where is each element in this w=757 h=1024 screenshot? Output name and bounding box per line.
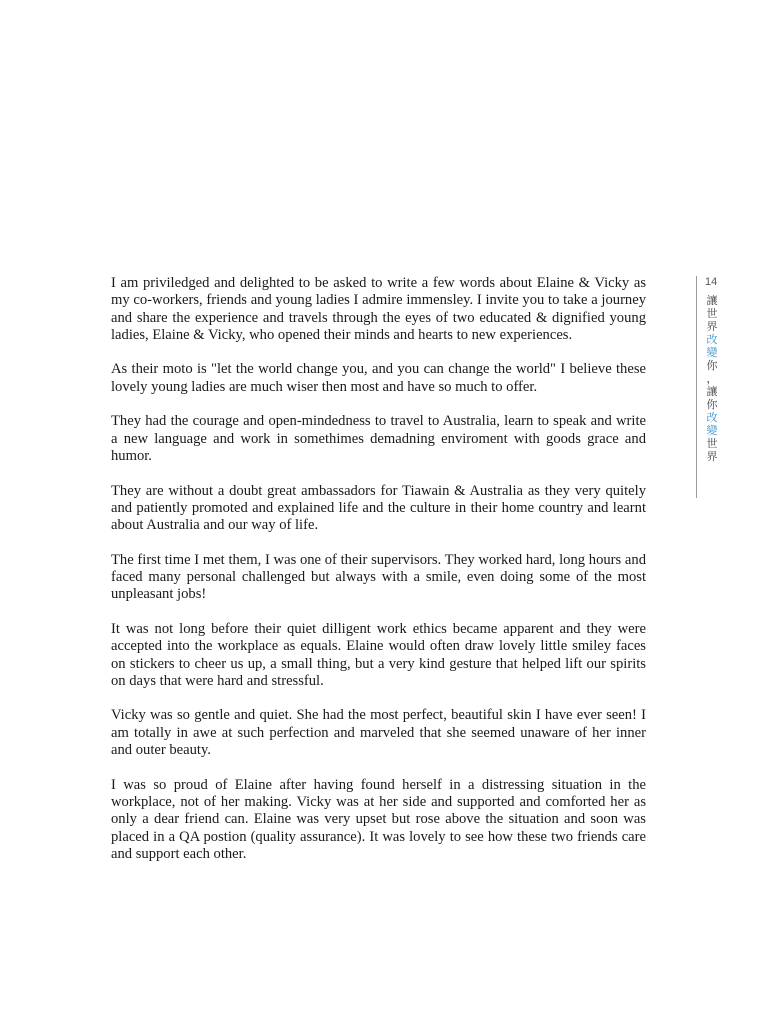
paragraph-4: They are without a doubt great ambassadors for Tiawain & Australia as they very quitely and patiently promoted and explained life and the culture in their home country and learnt about Australia and our way of life. bbox=[111, 482, 646, 534]
title-char: 變 bbox=[706, 346, 718, 359]
side-divider bbox=[696, 276, 697, 498]
title-char: 界 bbox=[706, 320, 718, 333]
title-char: 世 bbox=[706, 437, 718, 450]
paragraph-1: I am priviledged and delighted to be asked to write a few words about Elaine & Vicky as my co-workers, friends and young ladies I admire immensley. I invite you to take a journey and share the experience and travels through the eyes of two educated & dignified young ladies, Elaine & Vicky, who opened their minds and hearts to new experiences. bbox=[111, 275, 646, 343]
paragraph-5: The first time I met them, I was one of their supervisors. They worked hard, long hours and faced many personal challenged but always with a smile, even doing some of the most unpleasant jobs! bbox=[111, 551, 646, 603]
title-char: 世 bbox=[706, 307, 718, 320]
paragraph-7: Vicky was so gentle and quiet. She had the most perfect, beautiful skin I have ever seen! I am totally in awe at such perfection and marveled that she seemed unaware of her inner and outer beauty. bbox=[111, 707, 646, 759]
title-char: 讓 bbox=[706, 294, 718, 307]
page-number: 14 bbox=[705, 276, 718, 288]
vertical-chapter-title bbox=[705, 294, 719, 463]
title-char: 變 bbox=[706, 424, 718, 437]
title-char: 讓 bbox=[706, 385, 718, 398]
paragraph-8: I was so proud of Elaine after having found herself in a distressing situation in the workplace, not of her making. Vicky was at her side and supported and comforted her as only a dear friend can. Elaine was very upset but rose above the situation and soon was placed in a QA postion (quality assurance). It was lovely to see how these two friends care and support each other. bbox=[111, 776, 646, 862]
title-char: 你 bbox=[706, 398, 718, 411]
title-char: 改 bbox=[706, 333, 718, 346]
paragraph-3: They had the courage and open-mindedness to travel to Australia, learn to speak and write a new language and work in somethimes demadning enviroment with goods grace and humor. bbox=[111, 413, 646, 464]
title-char: ， bbox=[706, 372, 718, 385]
title-char: 你 bbox=[706, 359, 718, 372]
paragraph-2: As their moto is "let the world change you, and you can change the world" I believe these lovely young ladies are much wiser then most and have so much to offer. bbox=[111, 361, 646, 395]
title-char: 改 bbox=[706, 411, 718, 424]
paragraph-6: It was not long before their quiet dilligent work ethics became apparent and they were accepted into the workplace as equals. Elaine would often draw lovely little smiley faces on stickers to cheer us up, a small thing, but a very kind gesture that helped lift our spirits on days that were hard and stressful. bbox=[111, 620, 646, 689]
letter-body bbox=[111, 275, 646, 880]
title-char: 界 bbox=[706, 450, 718, 463]
